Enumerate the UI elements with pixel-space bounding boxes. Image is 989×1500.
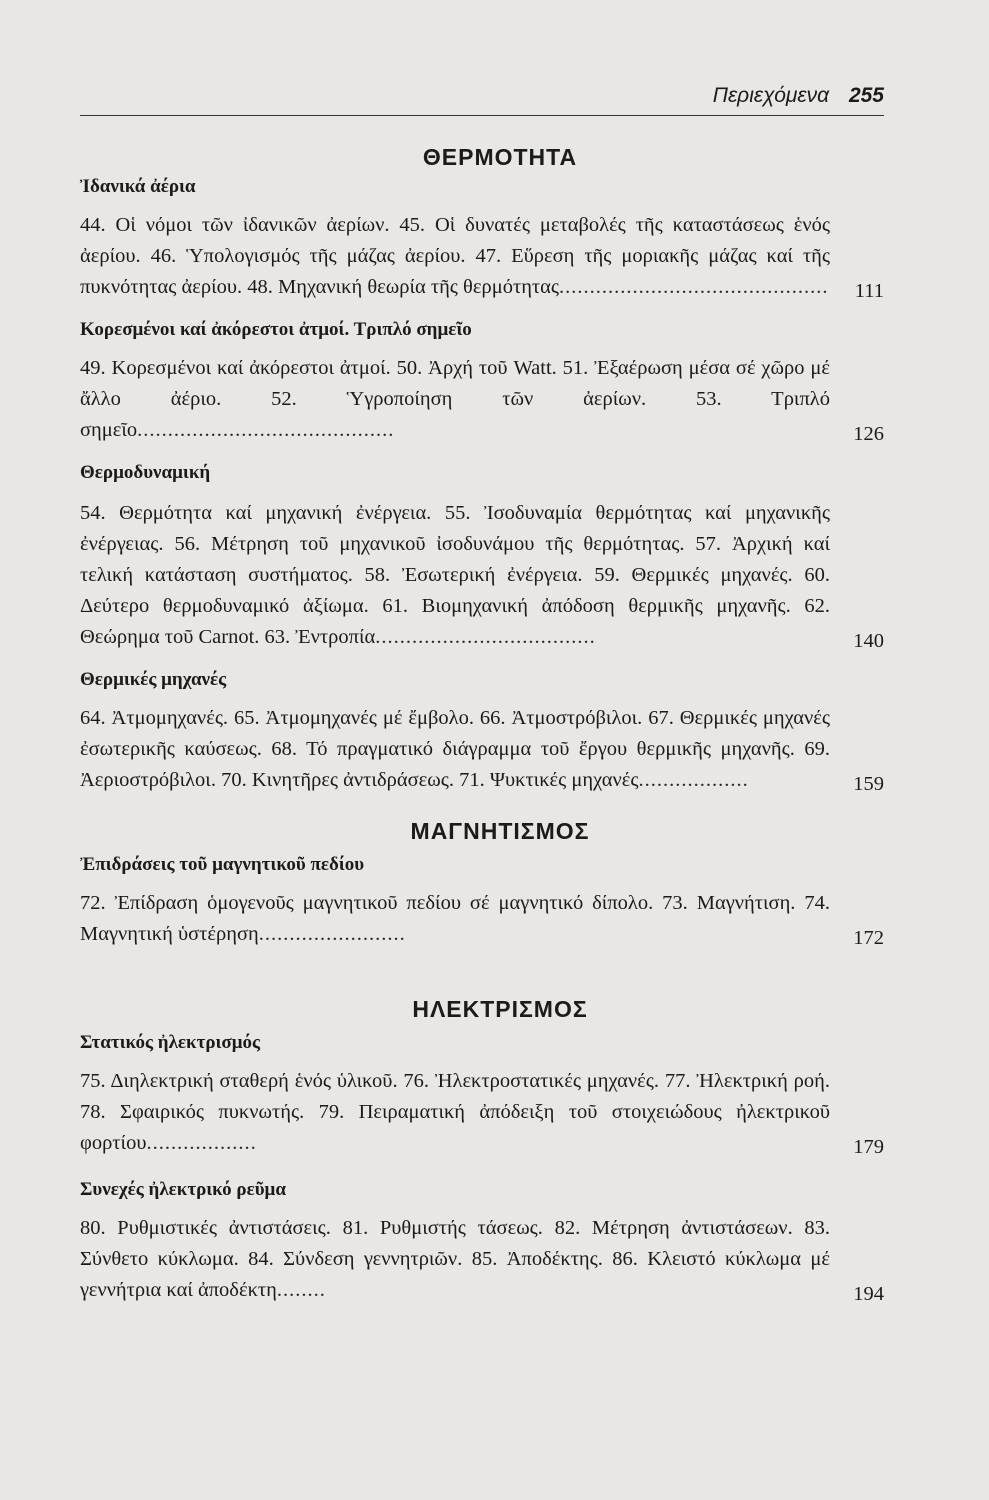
running-title <box>713 84 884 108</box>
table-of-contents <box>80 140 884 1306</box>
toc-entry <box>80 1066 884 1159</box>
toc-entry <box>80 498 884 653</box>
section-title: Ἐπιδράσεις τοῦ μαγνητικοῦ πεδίου <box>80 854 365 875</box>
entry-text: 64. Ἀτμομηχανές. 65. Ἀτμομηχανές μέ ἔμβολο. 66. Ἀτμοστρόβιλοι. 67. Θερμικές μηχανές ἐσωτερικῆς καύσεως. 68. Τό πραγματικό διάγραμμα τοῦ ἔργου θερμικῆς μηχανῆς. 69. Ἀεριοστρόβιλοι. 70. Κινητῆρες ἀντιδράσεως. 71. Ψυκτικές μηχανές <box>80 707 830 791</box>
toc-entry <box>80 353 884 446</box>
page-number: 255 <box>848 84 884 107</box>
dot-leader: ............................................ <box>559 276 829 298</box>
toc-entry <box>80 888 884 950</box>
entry-text: 49. Κορεσμένοι καί ἀκόρεστοι ἀτμοί. 50. Ἀρχή τοῦ Watt. 51. Ἐξαέρωση μέσα σέ χῶρο μέ ἄλλο ἀέριο. 52. Ὑγροποίηση τῶν ἀερίων. 53. Τριπλό σημεῖο <box>80 357 830 441</box>
part-heading-thermotita: ΘΕΡΜΟΤΗΤΑ <box>422 144 578 170</box>
toc-entry <box>80 210 884 303</box>
dot-leader: .......................................... <box>137 419 395 441</box>
entry-page-ref: 194 <box>853 1283 884 1305</box>
section-title: Θερμοδυναμική <box>80 462 211 483</box>
dot-leader: .................. <box>638 769 749 791</box>
section-title: Στατικός ἠλεκτρισμός <box>80 1032 261 1053</box>
entry-text: 44. Οἱ νόμοι τῶν ἰδανικῶν ἀερίων. 45. Οἱ δυνατές μεταβολές τῆς καταστάσεως ἑνός ἀερίου. 46. Ὑπολογισμός τῆς μάζας ἀερίου. 47. Εὕρεση τῆς μοριακῆς μάζας καί τῆς πυκνότητας ἀερίου. 48. Μηχανική θεωρία τῆς θερμότητας <box>80 214 830 298</box>
dot-leader: .................. <box>146 1132 257 1154</box>
dot-leader: ........................ <box>258 923 406 945</box>
section-title: Ἰδανικά ἀέρια <box>80 176 196 197</box>
entry-page-ref: 172 <box>853 927 884 949</box>
dot-leader: .................................... <box>375 626 596 648</box>
entry-page-ref: 140 <box>853 630 884 652</box>
section-title: Θερμικές μηχανές <box>80 669 227 690</box>
entry-text: 72. Ἐπίδραση ὁμογενοῦς μαγνητικοῦ πεδίου σέ μαγνητικό δίπολο. 73. Μαγνήτιση. 74. Μαγνητική ὑστέρηση <box>80 892 830 945</box>
part-heading-magnitismos: ΜΑΓΝΗΤΙΣΜΟΣ <box>410 818 590 844</box>
entry-text: 75. Διηλεκτρική σταθερή ἑνός ὑλικοῦ. 76. Ἠλεκτροστατικές μηχανές. 77. Ἠλεκτρική ροή. 78. Σφαιρικός πυκνωτής. 79. Πειραματική ἀπόδειξη τοῦ στοιχειώδους ἠλεκτρικοῦ φορτίου <box>80 1070 830 1154</box>
toc-entry <box>80 1213 884 1306</box>
running-title-text: Περιεχόμενα <box>712 84 830 107</box>
part-heading-ilektrismos: ΗΛΕΚΤΡΙΣΜΟΣ <box>412 996 588 1022</box>
entry-page-ref: 179 <box>853 1136 884 1158</box>
page-header <box>80 80 884 116</box>
entry-text: 80. Ρυθμιστικές ἀντιστάσεις. 81. Ρυθμιστής τάσεως. 82. Μέτρηση ἀντιστάσεων. 83. Σύνθετο κύκλωμα. 84. Σύνδεση γεννητριῶν. 85. Ἀποδέκτης. 86. Κλειστό κύκλωμα μέ γεννήτρια καί ἀποδέκτη <box>80 1217 830 1301</box>
dot-leader: ........ <box>276 1279 326 1301</box>
entry-page-ref: 111 <box>854 280 884 302</box>
toc-entry <box>80 703 884 796</box>
entry-page-ref: 159 <box>853 773 884 795</box>
entry-text: 54. Θερμότητα καί μηχανική ἐνέργεια. 55. Ἰσοδυναμία θερμότητας καί μηχανικῆς ἐνέργειας. 56. Μέτρηση τοῦ μηχανικοῦ ἰσοδυνάμου τῆς θερμότητας. 57. Ἀρχική καί τελική κατάσταση συστήματος. 58. Ἐσωτερική ἐνέργεια. 59. Θερμικές μηχανές. 60. Δεύτερο θερμοδυναμικό ἀξίωμα. 61. Βιομηχανική ἀπόδοση θερμικῆς μηχανῆς. 62. Θεώρημα τοῦ Carnot. 63. Ἐντροπία <box>80 502 830 648</box>
entry-page-ref: 126 <box>853 423 884 445</box>
section-title: Συνεχές ἠλεκτρικό ρεῦμα <box>80 1179 286 1200</box>
header-rule <box>80 115 884 116</box>
section-title: Κορεσμένοι καί ἀκόρεστοι ἀτμοί. Τριπλό σημεῖο <box>80 319 472 340</box>
